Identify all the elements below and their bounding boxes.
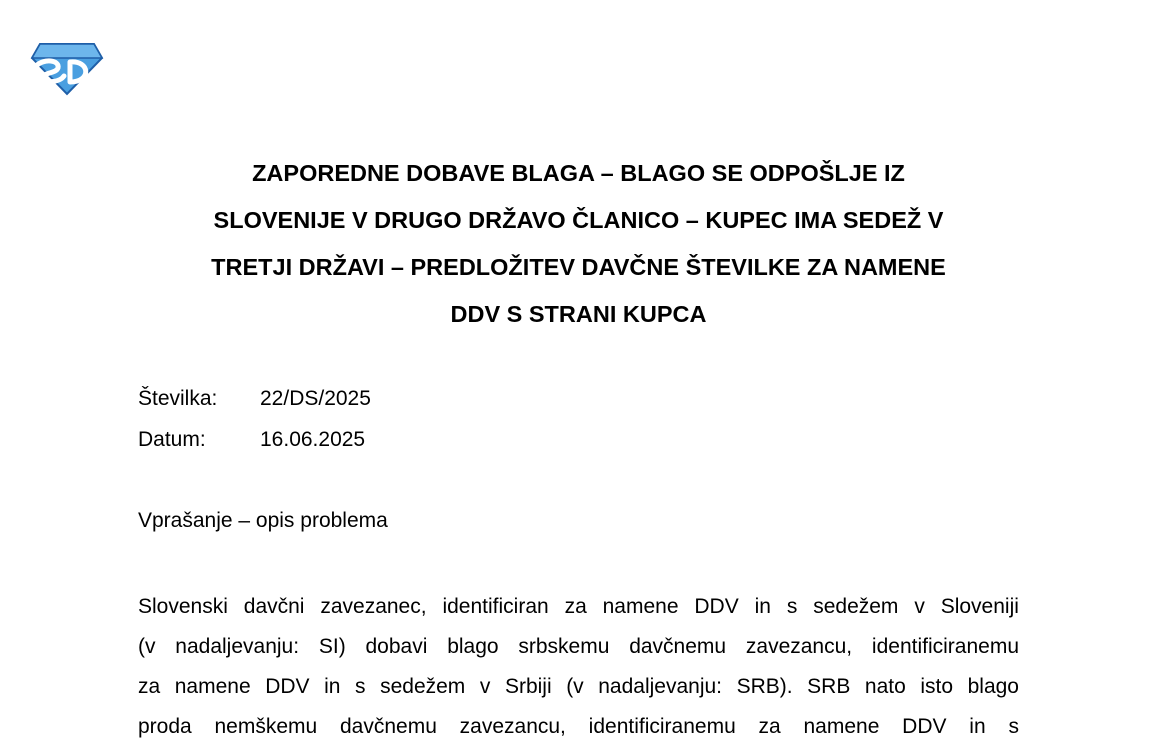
paragraph-word: DDV: [265, 675, 310, 698]
section-heading: Vprašanje – opis problema: [138, 509, 388, 532]
paragraph-word: SRB).: [736, 675, 793, 698]
paragraph-word: dobavi: [365, 635, 428, 658]
title-line: SLOVENIJE V DRUGO DRŽAVO ČLANICO – KUPEC IMA SEDEŽ V: [213, 207, 944, 233]
paragraph-word: za: [758, 715, 781, 738]
paragraph-word: nemškemu: [214, 715, 318, 738]
paragraph-word: isto: [920, 675, 954, 698]
sd-logo: [30, 42, 104, 96]
paragraph-word: za: [564, 595, 587, 618]
title-line: ZAPOREDNE DOBAVE BLAGA – BLAGO SE ODPOŠLJE IZ: [252, 160, 905, 186]
paragraph-word: in: [969, 715, 986, 738]
paragraph-word: zavezancu,: [745, 635, 853, 658]
paragraph-word: blago: [447, 635, 499, 658]
title-line: TRETJI DRŽAVI – PREDLOŽITEV DAVČNE ŠTEVILKE ZA NAMENE: [211, 254, 946, 280]
paragraph-word: nato: [864, 675, 906, 698]
paragraph-word: DDV: [902, 715, 947, 738]
paragraph-line: [138, 707, 1019, 747]
date-label: Datum:: [138, 428, 206, 451]
paragraph-word: in: [754, 595, 771, 618]
paragraph-word: zavezancu,: [459, 715, 566, 738]
paragraph-line: [138, 627, 1019, 667]
paragraph-word: za: [138, 675, 161, 698]
date-value: 16.06.2025: [260, 428, 366, 451]
paragraph-word: s: [1008, 715, 1019, 738]
paragraph-word: (v: [566, 675, 584, 698]
paragraph-word: identificiranemu: [588, 715, 736, 738]
paragraph-word: nadaljevanju:: [175, 635, 300, 658]
date-row: [138, 427, 365, 453]
body-paragraph: [138, 587, 1019, 747]
paragraph-word: srbskemu: [518, 635, 610, 658]
paragraph-word: s: [786, 595, 798, 618]
paragraph-word: namene: [803, 715, 880, 738]
paragraph-word: s: [355, 675, 366, 698]
paragraph-word: nadaljevanju:: [598, 675, 723, 698]
paragraph-word: davčnemu: [339, 715, 437, 738]
sd-diamond-logo-icon: [30, 42, 104, 96]
number-value: 22/DS/2025: [260, 387, 371, 410]
paragraph-word: namene: [602, 595, 679, 618]
paragraph-word: sedežem: [380, 675, 466, 698]
paragraph-word: blago: [967, 675, 1019, 698]
paragraph-word: v: [479, 675, 491, 698]
paragraph-word: SRB: [807, 675, 851, 698]
paragraph-word: DDV: [694, 595, 739, 618]
document-title: [138, 150, 1019, 338]
paragraph-word: Sloveniji: [940, 595, 1019, 618]
paragraph-word: v: [914, 595, 925, 618]
paragraph-word: in: [324, 675, 341, 698]
paragraph-word: davčnemu: [629, 635, 727, 658]
paragraph-word: sedežem: [813, 595, 899, 618]
number-row: [138, 386, 371, 412]
paragraph-word: (v: [138, 635, 156, 658]
paragraph-word: davčni: [243, 595, 305, 618]
paragraph-word: SI): [318, 635, 346, 658]
paragraph-line: [138, 587, 1019, 627]
paragraph-word: identificiran: [442, 595, 549, 618]
paragraph-word: namene: [174, 675, 251, 698]
paragraph-word: zavezanec,: [320, 595, 427, 618]
paragraph-word: identificiranemu: [871, 635, 1019, 658]
title-line: DDV S STRANI KUPCA: [450, 301, 707, 327]
paragraph-word: Slovenski: [138, 595, 228, 618]
number-label: Številka:: [138, 387, 218, 410]
paragraph-word: Srbiji: [504, 675, 552, 698]
paragraph-line: [138, 667, 1019, 707]
paragraph-word: proda: [138, 715, 192, 738]
